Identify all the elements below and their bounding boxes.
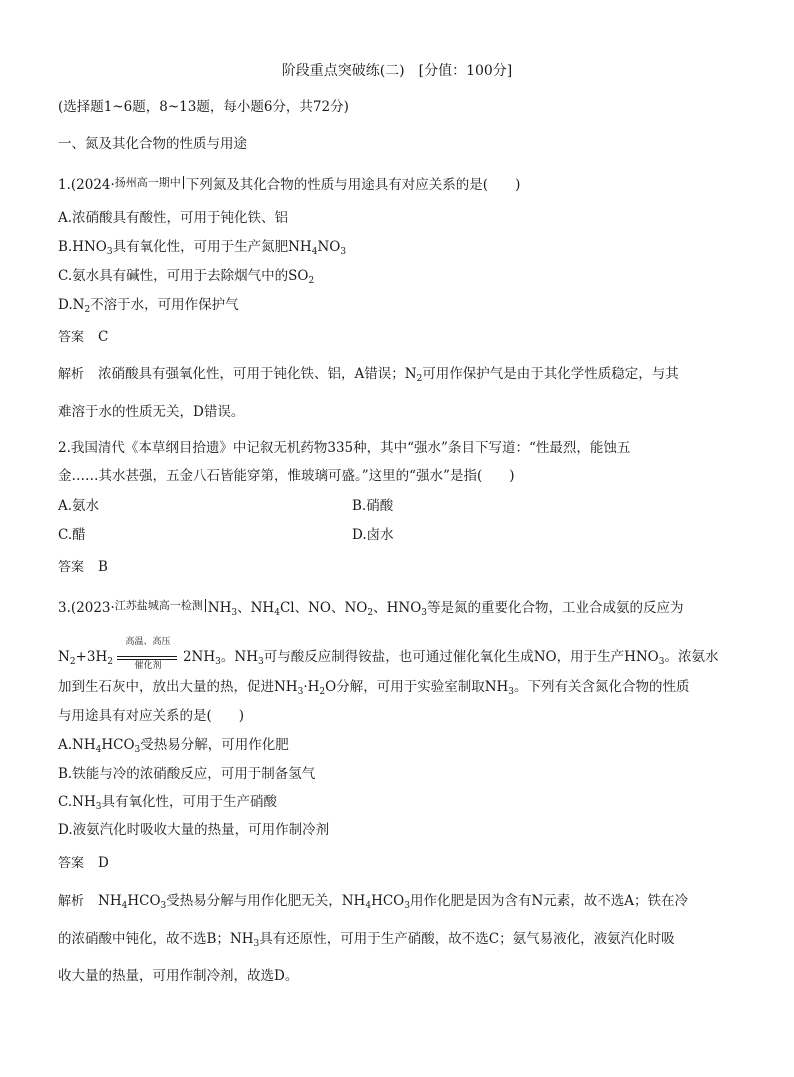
q3-option-c bbox=[58, 792, 277, 812]
question-3-stem-line-3 bbox=[58, 677, 690, 697]
analysis-text: 具有还原性，可用于生产硝酸，故不选C；氨气易液化，液氨汽化时吸 bbox=[259, 931, 675, 947]
q3-option-a bbox=[58, 735, 289, 755]
subscript: 2 bbox=[319, 687, 326, 697]
subscript: 3 bbox=[215, 657, 221, 667]
subscript: 3 bbox=[658, 657, 665, 667]
analysis-text: 用作化肥是因为含有N元素，故不选A；铁在冷 bbox=[409, 893, 689, 909]
q2-option-d: D.卤水 bbox=[352, 527, 394, 543]
q2-answer bbox=[58, 557, 108, 578]
option-text: C.氨水具有碱性，可用于去除烟气中的SO bbox=[58, 268, 309, 284]
stem-text: ·H bbox=[303, 679, 320, 695]
analysis-label: 解析 bbox=[58, 894, 85, 909]
question-3-equation-line bbox=[58, 636, 719, 671]
question-text: 下列氮及其化合物的性质与用途具有对应关系的是( ) bbox=[185, 177, 521, 193]
subscript: 3 bbox=[106, 247, 113, 257]
instructions: (选择题1~6题，8~13题，每小题6分，共72分) bbox=[58, 99, 349, 115]
answer-value: C bbox=[98, 329, 109, 345]
option-text: 受热易分解，可用作化肥 bbox=[140, 737, 289, 753]
subscript: 3 bbox=[134, 745, 141, 755]
option-text: C.NH bbox=[58, 794, 96, 810]
question-source: 扬州高一期中 bbox=[115, 176, 184, 189]
stem-text: NH bbox=[207, 600, 232, 616]
reaction-condition-below: 催化剂 bbox=[134, 660, 162, 671]
q1-answer bbox=[58, 327, 108, 348]
subscript: 3 bbox=[297, 687, 304, 697]
question-2-stem-line-2: 金……其水甚强，五金八石皆能穿第，惟玻璃可盛。”这里的“强水”是指( ) bbox=[58, 468, 515, 484]
subscript: 2 bbox=[416, 374, 423, 384]
q3-analysis-line-3: 收大量的热量，可用作制冷剂，故选D。 bbox=[58, 968, 299, 984]
q2-option-a: A.氨水 bbox=[58, 498, 100, 514]
stem-text: 等是氮的重要化合物，工业合成氨的反应为 bbox=[427, 600, 684, 616]
question-3-stem-line-1 bbox=[58, 596, 684, 618]
subscript: 3 bbox=[257, 657, 264, 667]
eq-text: +3H bbox=[75, 649, 108, 665]
eq-text: 2NH bbox=[182, 649, 216, 665]
option-text: A.NH bbox=[58, 737, 96, 753]
analysis-text: HCO bbox=[371, 893, 405, 909]
question-number: 3.(2023· bbox=[58, 600, 115, 616]
question-2-stem-line-1: 2.我国清代《本草纲目拾遗》中记叙无机药物335种，其中“强水”条目下写道：“性最烈，能蚀五 bbox=[58, 440, 631, 456]
eq-text: 。NH bbox=[220, 649, 258, 665]
subscript: 3 bbox=[340, 247, 347, 257]
subscript: 3 bbox=[253, 939, 260, 949]
subscript: 4 bbox=[365, 901, 372, 911]
option-text: 具有氧化性，可用于生产硝酸 bbox=[101, 794, 277, 810]
analysis-text: NH bbox=[98, 893, 122, 909]
q1-analysis-line-1 bbox=[58, 364, 679, 385]
analysis-text: HCO bbox=[127, 893, 161, 909]
subscript: 4 bbox=[311, 247, 318, 257]
option-text: B.HNO bbox=[58, 239, 107, 255]
eq-text: N bbox=[58, 649, 70, 665]
q1-option-c bbox=[58, 266, 314, 286]
q3-option-d: D.液氨汽化时吸收大量的热量，可用作制冷剂 bbox=[58, 822, 330, 838]
stem-text: O分解，可用于实验室制取NH bbox=[325, 679, 509, 695]
reaction-arrow bbox=[115, 636, 181, 671]
subscript: 2 bbox=[107, 657, 113, 667]
answer-label: 答案 bbox=[58, 856, 85, 871]
eq-text: 。浓氨水 bbox=[664, 649, 719, 665]
analysis-text: 可用作保护气是由于其化学性质稳定，与其 bbox=[422, 366, 679, 382]
analysis-text: 浓硝酸具有强氧化性，可用于钝化铁、铝，A错误；N bbox=[98, 366, 417, 382]
q2-options-row-1 bbox=[58, 496, 394, 516]
q3-answer bbox=[58, 853, 109, 874]
subscript: 2 bbox=[367, 608, 374, 618]
subscript: 3 bbox=[421, 608, 427, 618]
stem-text: 加到生石灰中，放出大量的热，促进NH bbox=[58, 679, 298, 695]
stem-text: Cl、NO、NO bbox=[279, 600, 368, 616]
eq-text: 可与酸反应制得铵盐，也可通过催化氧化生成NO，用于生产HNO bbox=[263, 649, 659, 665]
subscript: 2 bbox=[69, 657, 76, 667]
stem-text: 、NH bbox=[237, 600, 275, 616]
question-source: 江苏盐城高一检测 bbox=[115, 599, 206, 612]
section-heading: 一、氮及其化合物的性质与用途 bbox=[58, 136, 247, 152]
q2-option-c: C.醋 bbox=[58, 527, 86, 543]
subscript: 3 bbox=[160, 901, 167, 911]
subscript: 2 bbox=[308, 276, 315, 286]
analysis-label: 解析 bbox=[58, 367, 85, 382]
q3-option-b: B.铁能与冷的浓硝酸反应，可用于制备氢气 bbox=[58, 766, 316, 782]
q1-option-a: A.浓硝酸具有酸性，可用于钝化铁、铝 bbox=[58, 210, 289, 226]
answer-label: 答案 bbox=[58, 560, 85, 575]
subscript: 4 bbox=[95, 745, 102, 755]
stem-text: 。下列有关含氮化合物的性质 bbox=[514, 679, 690, 695]
answer-value: B bbox=[98, 559, 108, 575]
q1-option-d bbox=[58, 295, 239, 315]
q2-options-row-2 bbox=[58, 525, 394, 545]
question-number: 1.(2024· bbox=[58, 177, 115, 193]
reaction-condition-above: 高温、高压 bbox=[125, 636, 171, 647]
option-text: NO bbox=[317, 239, 341, 255]
subscript: 3 bbox=[95, 802, 102, 812]
option-text: 具有氧化性，可用于生产氮肥NH bbox=[112, 239, 312, 255]
analysis-text: 受热易分解与用作化肥无关，NH bbox=[166, 893, 366, 909]
answer-value: D bbox=[98, 855, 109, 871]
subscript: 3 bbox=[404, 901, 410, 911]
subscript: 4 bbox=[274, 608, 280, 618]
q1-option-b bbox=[58, 237, 346, 257]
q1-analysis-line-2: 难溶于水的性质无关，D错误。 bbox=[58, 404, 245, 420]
option-text: 不溶于水，可用作保护气 bbox=[90, 297, 239, 313]
q2-option-b: B.硝酸 bbox=[352, 498, 394, 514]
subscript: 4 bbox=[121, 901, 128, 911]
option-text: HCO bbox=[101, 737, 135, 753]
subscript: 3 bbox=[508, 687, 515, 697]
stem-text: 、HNO bbox=[373, 600, 422, 616]
question-1-stem bbox=[58, 173, 520, 195]
subscript: 2 bbox=[84, 305, 91, 315]
q3-analysis-line-1 bbox=[58, 891, 688, 912]
option-text: D.N bbox=[58, 297, 85, 313]
answer-label: 答案 bbox=[58, 330, 85, 345]
question-3-stem-line-4: 与用途具有对应关系的是( ) bbox=[58, 708, 245, 724]
arrow-line-top bbox=[117, 656, 177, 657]
subscript: 3 bbox=[231, 608, 238, 618]
analysis-text: 的浓硝酸中钝化，故不选B；NH bbox=[58, 931, 254, 947]
q3-analysis-line-2 bbox=[58, 929, 675, 949]
page-title: 阶段重点突破练(二) [分值：100分] bbox=[281, 63, 513, 79]
